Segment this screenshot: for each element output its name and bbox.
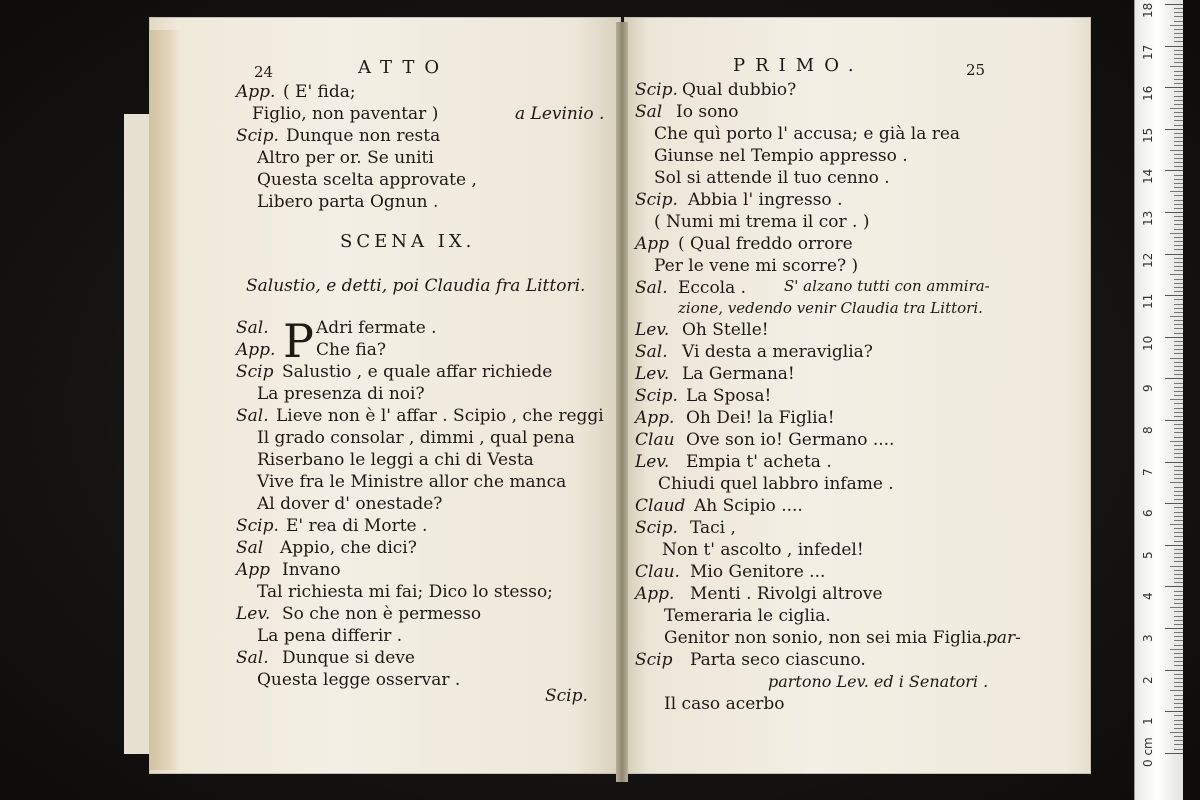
verse-line: La presenza di noi?: [257, 384, 425, 404]
ruler-major-tick: [1165, 503, 1183, 504]
ruler-minor-tick: [1174, 333, 1183, 334]
ruler-minor-tick: [1170, 607, 1183, 608]
ruler-minor-tick: [1174, 54, 1183, 55]
ruler-minor-tick: [1174, 661, 1183, 662]
verse-line: Qual dubbio?: [682, 80, 797, 100]
ruler-minor-tick: [1174, 682, 1183, 683]
speaker: App: [236, 560, 271, 580]
verse-line: Ah Scipio ....: [694, 496, 803, 516]
ruler-minor-tick: [1174, 249, 1183, 250]
verse-line: Parta seco ciascuno.: [690, 650, 866, 670]
ruler-minor-tick: [1170, 150, 1183, 151]
ruler-minor-tick: [1174, 603, 1183, 604]
verse-line: Per le vene mi scorre? ): [654, 256, 859, 276]
ruler-minor-tick: [1174, 728, 1183, 729]
ruler-minor-tick: [1174, 466, 1183, 467]
verse-line: Genitor non sonio, non sei mia Figlia.: [664, 628, 988, 648]
speaker: Sal.: [635, 342, 668, 362]
speaker: Lev.: [635, 364, 670, 384]
ruler-minor-tick: [1174, 695, 1183, 696]
ruler-minor-tick: [1174, 208, 1183, 209]
ruler-minor-tick: [1170, 191, 1183, 192]
verse-line: Empia t' acheta .: [686, 452, 832, 472]
measuring-ruler: [1134, 0, 1183, 800]
verse-line: E' rea di Morte .: [286, 516, 428, 536]
ruler-minor-tick: [1174, 391, 1183, 392]
ruler-minor-tick: [1174, 21, 1183, 22]
ruler-minor-tick: [1174, 557, 1183, 558]
verse-line: Libero parta Ognun .: [257, 192, 439, 212]
verse-line: Il caso acerbo: [664, 694, 785, 714]
ruler-minor-tick: [1174, 582, 1183, 583]
verse-line: Io sono: [676, 102, 739, 122]
ruler-major-tick: [1165, 753, 1183, 754]
catchword: Scip.: [545, 686, 588, 706]
ruler-minor-tick: [1174, 91, 1183, 92]
speaker: Sal.: [236, 318, 269, 338]
ruler-minor-tick: [1174, 449, 1183, 450]
ruler-minor-tick: [1174, 220, 1183, 221]
ruler-minor-tick: [1174, 258, 1183, 259]
ruler-minor-tick: [1174, 736, 1183, 737]
ruler-minor-tick: [1174, 245, 1183, 246]
ruler-minor-tick: [1174, 715, 1183, 716]
verse-line: Vi desta a meraviglia?: [682, 342, 873, 362]
ruler-minor-tick: [1174, 125, 1183, 126]
ruler-minor-tick: [1174, 424, 1183, 425]
verse-line: Che fia?: [316, 340, 387, 360]
ruler-minor-tick: [1174, 162, 1183, 163]
ruler-minor-tick: [1174, 499, 1183, 500]
ruler-major-tick: [1165, 670, 1183, 671]
ruler-label: 12: [1141, 252, 1155, 268]
speaker: Lev.: [635, 452, 670, 472]
ruler-minor-tick: [1174, 353, 1183, 354]
ruler-minor-tick: [1174, 279, 1183, 280]
ruler-minor-tick: [1174, 744, 1183, 745]
ruler-minor-tick: [1174, 595, 1183, 596]
verse-line: Non t' ascolto , infedel!: [662, 540, 864, 560]
verse-line: Mio Genitore ...: [690, 562, 826, 582]
ruler-minor-tick: [1174, 412, 1183, 413]
ruler-minor-tick: [1174, 624, 1183, 625]
verse-line: Questa legge osservar .: [257, 670, 461, 690]
ruler-minor-tick: [1174, 474, 1183, 475]
ruler-minor-tick: [1174, 512, 1183, 513]
ruler-minor-tick: [1174, 229, 1183, 230]
ruler-minor-tick: [1174, 432, 1183, 433]
ruler-minor-tick: [1174, 657, 1183, 658]
ruler-minor-tick: [1174, 487, 1183, 488]
verse-line: ( Qual freddo orrore: [678, 234, 853, 254]
ruler-minor-tick: [1174, 175, 1183, 176]
speaker: App.: [236, 340, 276, 360]
speaker: App.: [635, 584, 675, 604]
verse-line: So che non è permesso: [282, 604, 482, 624]
ruler-minor-tick: [1174, 707, 1183, 708]
ruler-minor-tick: [1174, 183, 1183, 184]
ruler-minor-tick: [1174, 241, 1183, 242]
ruler-minor-tick: [1174, 507, 1183, 508]
ruler-minor-tick: [1174, 632, 1183, 633]
ruler-minor-tick: [1174, 536, 1183, 537]
verse-line: ( Numi mi trema il cor . ): [654, 212, 870, 232]
ruler-minor-tick: [1174, 16, 1183, 17]
stage-direction: a Levinio .: [515, 104, 605, 124]
left-page-stain: [150, 30, 180, 770]
speaker: App.: [236, 82, 276, 102]
verse-line: Sol si attende il tuo cenno .: [654, 168, 890, 188]
ruler-label: 11: [1141, 293, 1155, 310]
stage-direction: par-: [986, 628, 1021, 648]
ruler-minor-tick: [1174, 516, 1183, 517]
ruler-minor-tick: [1174, 137, 1183, 138]
ruler-major-tick: [1165, 462, 1183, 463]
verse-line: Chiudi quel labbro infame .: [658, 474, 894, 494]
right-page-number: 25: [966, 61, 986, 79]
ruler-minor-tick: [1174, 549, 1183, 550]
speaker: Scip.: [635, 190, 678, 210]
ruler-minor-tick: [1174, 83, 1183, 84]
speaker: Clau: [635, 430, 675, 450]
ruler-minor-tick: [1174, 133, 1183, 134]
speaker: Sal: [635, 102, 663, 122]
ruler-minor-tick: [1174, 749, 1183, 750]
ruler-minor-tick: [1174, 96, 1183, 97]
ruler-minor-tick: [1174, 79, 1183, 80]
ruler-minor-tick: [1174, 308, 1183, 309]
ruler-minor-tick: [1174, 570, 1183, 571]
ruler-minor-tick: [1174, 403, 1183, 404]
ruler-minor-tick: [1174, 104, 1183, 105]
ruler-label: 6: [1141, 509, 1155, 518]
scene-persons: Salustio, e detti, poi Claudia fra Littori.: [246, 276, 586, 296]
ruler-minor-tick: [1174, 699, 1183, 700]
ruler-minor-tick: [1174, 71, 1183, 72]
ruler-minor-tick: [1174, 312, 1183, 313]
ruler-major-tick: [1165, 46, 1183, 47]
ruler-minor-tick: [1174, 445, 1183, 446]
ruler-minor-tick: [1174, 541, 1183, 542]
verse-line: Vive fra le Ministre allor che manca: [257, 472, 567, 492]
speaker: App.: [635, 408, 675, 428]
ruler-minor-tick: [1174, 640, 1183, 641]
ruler-minor-tick: [1174, 299, 1183, 300]
ruler-minor-tick: [1174, 437, 1183, 438]
verse-line: Tal richiesta mi fai; Dico lo stesso;: [257, 582, 553, 602]
ruler-label: 4: [1141, 592, 1155, 601]
ruler-major-tick: [1165, 586, 1183, 587]
speaker: Sal.: [236, 406, 269, 426]
ruler-major-tick: [1165, 254, 1183, 255]
ruler-minor-tick: [1170, 482, 1183, 483]
ruler-minor-tick: [1170, 274, 1183, 275]
ruler-minor-tick: [1170, 108, 1183, 109]
verse-line: Al dover d' onestade?: [257, 494, 443, 514]
verse-line: Dunque si deve: [282, 648, 415, 668]
ruler-minor-tick: [1174, 200, 1183, 201]
book-gutter: [616, 22, 628, 782]
verse-line: Lieve non è l' affar . Scipio , che reggi: [276, 406, 604, 426]
ruler-minor-tick: [1174, 33, 1183, 34]
left-running-head: ATTO: [358, 57, 450, 78]
stage-direction: S' alzano tutti con ammira-: [784, 277, 990, 295]
scene-heading: SCENA IX.: [340, 231, 476, 252]
verse-line: ( E' fida;: [283, 82, 356, 102]
ruler-minor-tick: [1170, 358, 1183, 359]
ruler-minor-tick: [1174, 75, 1183, 76]
speaker: Lev.: [236, 604, 271, 624]
ruler-minor-tick: [1174, 187, 1183, 188]
ruler-minor-tick: [1174, 428, 1183, 429]
speaker: Scip: [635, 650, 673, 670]
ruler-label: 15: [1141, 127, 1155, 143]
ruler-minor-tick: [1174, 262, 1183, 263]
ruler-minor-tick: [1174, 41, 1183, 42]
verse-line: Menti . Rivolgi altrove: [690, 584, 883, 604]
ruler-minor-tick: [1174, 408, 1183, 409]
ruler-minor-tick: [1174, 166, 1183, 167]
ruler-minor-tick: [1174, 237, 1183, 238]
ruler-minor-tick: [1174, 29, 1183, 30]
ruler-major-tick: [1165, 170, 1183, 171]
verse-line: Abbia l' ingresso .: [688, 190, 843, 210]
ruler-minor-tick: [1174, 8, 1183, 9]
ruler-minor-tick: [1174, 591, 1183, 592]
ruler-minor-tick: [1174, 387, 1183, 388]
speaker: Scip.: [635, 80, 678, 100]
speaker: Sal: [236, 538, 264, 558]
ruler-label: 8: [1141, 426, 1155, 434]
ruler-minor-tick: [1174, 154, 1183, 155]
ruler-minor-tick: [1170, 399, 1183, 400]
drop-cap: P: [283, 314, 314, 368]
verse-line: Oh Dei! la Figlia!: [686, 408, 835, 428]
verse-line: Taci ,: [690, 518, 736, 538]
ruler-label: 7: [1141, 467, 1155, 476]
ruler-minor-tick: [1174, 495, 1183, 496]
ruler-major-tick: [1165, 378, 1183, 379]
ruler-minor-tick: [1174, 116, 1183, 117]
ruler-minor-tick: [1174, 470, 1183, 471]
ruler-major-tick: [1165, 711, 1183, 712]
verse-line: Adri fermate .: [316, 318, 437, 338]
verse-line: Il grado consolar , dimmi , qual pena: [257, 428, 575, 448]
ruler-minor-tick: [1174, 204, 1183, 205]
ruler-minor-tick: [1170, 524, 1183, 525]
ruler-label: 14: [1141, 169, 1155, 185]
ruler-minor-tick: [1174, 457, 1183, 458]
right-running-head: PRIMO.: [733, 55, 864, 76]
speaker: Scip.: [236, 126, 279, 146]
ruler-minor-tick: [1174, 383, 1183, 384]
speaker: Sal.: [635, 278, 668, 298]
ruler-minor-tick: [1174, 341, 1183, 342]
ruler-minor-tick: [1174, 141, 1183, 142]
ruler-minor-tick: [1174, 674, 1183, 675]
ruler-major-tick: [1165, 295, 1183, 296]
verse-line: Che quì porto l' accusa; e già la rea: [654, 124, 961, 144]
ruler-minor-tick: [1174, 224, 1183, 225]
verse-line: La pena differir .: [257, 626, 403, 646]
verse-line: Ove son io! Germano ....: [686, 430, 895, 450]
ruler-minor-tick: [1174, 328, 1183, 329]
ruler-minor-tick: [1174, 370, 1183, 371]
ruler-label: 13: [1141, 210, 1155, 226]
ruler-minor-tick: [1174, 665, 1183, 666]
ruler-major-tick: [1165, 628, 1183, 629]
ruler-minor-tick: [1174, 362, 1183, 363]
ruler-minor-tick: [1170, 25, 1183, 26]
ruler-major-tick: [1165, 129, 1183, 130]
ruler-minor-tick: [1174, 145, 1183, 146]
ruler-minor-tick: [1174, 283, 1183, 284]
ruler-minor-tick: [1174, 366, 1183, 367]
ruler-minor-tick: [1174, 478, 1183, 479]
ruler-minor-tick: [1174, 616, 1183, 617]
ruler-label: 5: [1141, 551, 1155, 559]
ruler-label: 9: [1141, 384, 1155, 393]
ruler-minor-tick: [1174, 599, 1183, 600]
ruler-minor-tick: [1174, 58, 1183, 59]
ruler-minor-tick: [1174, 195, 1183, 196]
ruler-minor-tick: [1170, 566, 1183, 567]
ruler-minor-tick: [1174, 574, 1183, 575]
ruler-minor-tick: [1174, 720, 1183, 721]
speaker: Sal.: [236, 648, 269, 668]
verse-line: Riserbano le leggi a chi di Vesta: [257, 450, 534, 470]
ruler-minor-tick: [1174, 520, 1183, 521]
ruler-minor-tick: [1170, 732, 1183, 733]
ruler-minor-tick: [1174, 270, 1183, 271]
ruler-label: 2: [1141, 675, 1155, 684]
stage-direction: zione, vedendo venir Claudia tra Littori.: [678, 299, 983, 317]
verse-line: Dunque non resta: [286, 126, 441, 146]
ruler-minor-tick: [1174, 636, 1183, 637]
ruler-major-tick: [1165, 420, 1183, 421]
ruler-minor-tick: [1174, 179, 1183, 180]
verse-line: Temeraria le ciglia.: [664, 606, 831, 626]
ruler-minor-tick: [1174, 395, 1183, 396]
ruler-major-tick: [1165, 87, 1183, 88]
ruler-label: 10: [1141, 335, 1155, 351]
ruler-minor-tick: [1174, 12, 1183, 13]
ruler-minor-tick: [1170, 649, 1183, 650]
verse-line: La Sposa!: [686, 386, 772, 406]
verse-line: Eccola .: [678, 278, 747, 298]
ruler-minor-tick: [1174, 216, 1183, 217]
ruler-minor-tick: [1170, 66, 1183, 67]
ruler-minor-tick: [1174, 37, 1183, 38]
speaker: Scip: [236, 362, 274, 382]
ruler-minor-tick: [1174, 491, 1183, 492]
verse-line: Salustio , e quale affar richiede: [282, 362, 553, 382]
ruler-minor-tick: [1174, 528, 1183, 529]
ruler-minor-tick: [1170, 316, 1183, 317]
verse-line: La Germana!: [682, 364, 795, 384]
speaker: Claud: [635, 496, 686, 516]
ruler-minor-tick: [1174, 645, 1183, 646]
ruler-minor-tick: [1170, 441, 1183, 442]
verse-line: Figlio, non paventar ): [252, 104, 439, 124]
ruler-label: 0 cm: [1141, 737, 1155, 767]
ruler-minor-tick: [1174, 266, 1183, 267]
ruler-major-tick: [1165, 4, 1183, 5]
ruler-minor-tick: [1174, 561, 1183, 562]
ruler-minor-tick: [1174, 50, 1183, 51]
ruler-major-tick: [1165, 337, 1183, 338]
ruler-major-tick: [1165, 545, 1183, 546]
ruler-minor-tick: [1174, 374, 1183, 375]
ruler-major-tick: [1165, 212, 1183, 213]
ruler-minor-tick: [1174, 653, 1183, 654]
ruler-minor-tick: [1174, 158, 1183, 159]
ruler-minor-tick: [1174, 62, 1183, 63]
speaker: Scip.: [635, 518, 678, 538]
verse-line: Appio, che dici?: [280, 538, 417, 558]
ruler-minor-tick: [1174, 686, 1183, 687]
ruler-label: 1: [1141, 717, 1155, 726]
ruler-minor-tick: [1174, 291, 1183, 292]
ruler-minor-tick: [1174, 611, 1183, 612]
ruler-minor-tick: [1174, 678, 1183, 679]
verse-line: Invano: [282, 560, 341, 580]
stage-direction: partono Lev. ed i Senatori .: [768, 672, 989, 691]
ruler-minor-tick: [1174, 287, 1183, 288]
verse-line: Oh Stelle!: [682, 320, 769, 340]
speaker: Clau.: [635, 562, 680, 582]
ruler-label: 3: [1141, 634, 1155, 642]
ruler-minor-tick: [1174, 100, 1183, 101]
speaker: Scip.: [236, 516, 279, 536]
ruler-minor-tick: [1174, 703, 1183, 704]
ruler-minor-tick: [1174, 349, 1183, 350]
ruler-minor-tick: [1170, 690, 1183, 691]
ruler-minor-tick: [1174, 345, 1183, 346]
ruler-label: 17: [1141, 44, 1155, 60]
ruler-minor-tick: [1174, 453, 1183, 454]
ruler-minor-tick: [1174, 112, 1183, 113]
verse-line: Questa scelta approvate ,: [257, 170, 477, 190]
ruler-minor-tick: [1170, 233, 1183, 234]
left-page-number: 24: [254, 63, 274, 81]
speaker: Scip.: [635, 386, 678, 406]
ruler-minor-tick: [1174, 324, 1183, 325]
ruler-minor-tick: [1174, 120, 1183, 121]
ruler-minor-tick: [1174, 553, 1183, 554]
verse-line: Altro per or. Se uniti: [257, 148, 434, 168]
ruler-minor-tick: [1174, 304, 1183, 305]
ruler-minor-tick: [1174, 532, 1183, 533]
ruler-minor-tick: [1174, 724, 1183, 725]
speaker: Lev.: [635, 320, 670, 340]
ruler-minor-tick: [1174, 578, 1183, 579]
ruler-label: 16: [1141, 85, 1155, 102]
ruler-minor-tick: [1174, 740, 1183, 741]
ruler-minor-tick: [1174, 320, 1183, 321]
ruler-minor-tick: [1174, 416, 1183, 417]
ruler-label: 18: [1141, 2, 1155, 18]
ruler-minor-tick: [1174, 620, 1183, 621]
verse-line: Giunse nel Tempio appresso .: [654, 146, 908, 166]
speaker: App: [635, 234, 670, 254]
